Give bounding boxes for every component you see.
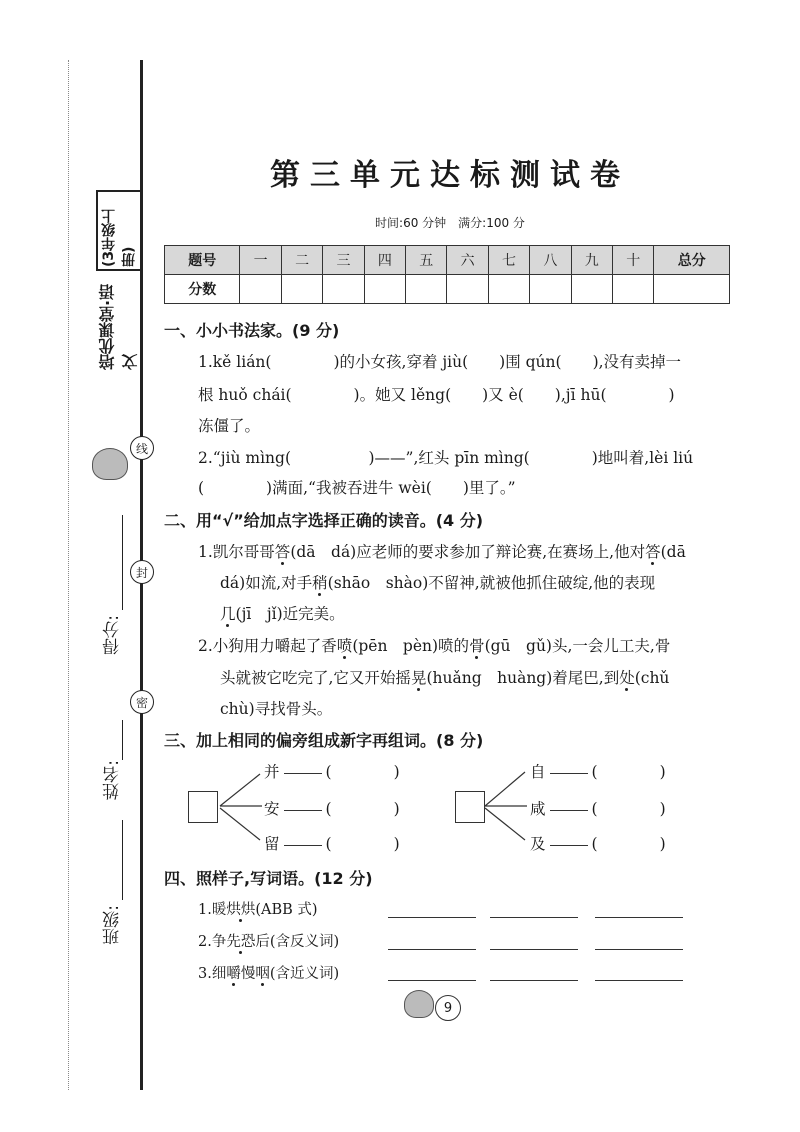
- s4-text: 1.暖: [198, 902, 227, 918]
- s2l1-b: (dā dá)应老师的要求参加了辩论赛,在赛场上,他对: [290, 543, 646, 561]
- dotted-char: 答: [645, 543, 661, 561]
- score-input[interactable]: [281, 275, 322, 304]
- score-table: [164, 245, 730, 304]
- char-an: 安: [264, 800, 280, 818]
- cell-q9: 九: [571, 246, 612, 275]
- radical-row: [530, 832, 666, 854]
- cell-q2: 二: [281, 246, 322, 275]
- radical-row: [264, 797, 400, 819]
- s1-line5: ( )满面,“我被吞进牛 wèi( )里了。”: [198, 479, 516, 497]
- score-input[interactable]: [530, 275, 571, 304]
- s4-text: 3.细: [198, 966, 227, 982]
- answer-line[interactable]: [388, 949, 476, 950]
- s4-hint: (含反义词): [269, 934, 340, 950]
- answer-paren[interactable]: ( ): [591, 763, 666, 781]
- s4-text: 慢: [240, 966, 256, 982]
- answer-line[interactable]: [595, 917, 683, 918]
- cell-q1: 一: [240, 246, 281, 275]
- s4-item1: [198, 898, 318, 919]
- radical-box-left[interactable]: [188, 791, 218, 823]
- section1-heading: 一、小小书法家。(9 分): [164, 321, 340, 340]
- section2-heading: 二、用“√”给加点字选择正确的读音。(4 分): [164, 511, 484, 530]
- answer-line[interactable]: [595, 949, 683, 950]
- s4-text: 2.: [198, 934, 212, 950]
- dotted-char: 喷: [336, 637, 353, 655]
- answer-blank[interactable]: [550, 772, 588, 774]
- dotted-char: 争先恐后: [211, 934, 270, 950]
- dotted-char: 答: [274, 543, 291, 561]
- s2l1-c: (dā: [660, 543, 686, 561]
- dotted-char: 烘烘: [226, 902, 256, 918]
- s2-line3: [220, 602, 345, 624]
- footer-mascot-icon: [404, 990, 434, 1018]
- answer-blank[interactable]: [284, 772, 322, 774]
- dotted-char: 处: [619, 669, 635, 687]
- cell-q8: 八: [530, 246, 571, 275]
- answer-paren[interactable]: ( ): [591, 835, 666, 853]
- dotted-char: 咽: [255, 966, 270, 982]
- s2l2-b: (shāo shào)不留神,就被他抓住破绽,他的表现: [327, 574, 656, 592]
- name-label: 姓名:: [103, 760, 123, 800]
- answer-blank[interactable]: [284, 809, 322, 811]
- s4-item2: [198, 930, 339, 951]
- s1-line2: 根 huǒ chái( )。她又 lěng( )又 è( ),jī hū( ): [198, 386, 675, 404]
- dotted-char: 骨: [469, 637, 485, 655]
- score-input[interactable]: [447, 275, 488, 304]
- page-number: 9: [435, 995, 461, 1021]
- exam-time-info: 时间:60 分钟 满分:100 分: [375, 216, 525, 230]
- dotted-char: 晃: [410, 669, 427, 687]
- score-line: [122, 515, 123, 610]
- page-title: 第三单元达标测试卷: [270, 158, 630, 193]
- char-xian: 咸: [530, 800, 546, 818]
- answer-blank[interactable]: [550, 809, 588, 811]
- score-header-row: [165, 246, 730, 275]
- answer-blank[interactable]: [284, 844, 322, 846]
- char-ji: 及: [530, 835, 546, 853]
- score-input[interactable]: [571, 275, 612, 304]
- book-label: [96, 190, 142, 370]
- s2l3-b: (jī jǐ)近完美。: [235, 605, 345, 623]
- cell-q7: 七: [488, 246, 529, 275]
- cell-q3: 三: [323, 246, 364, 275]
- book-grade-label: (3年级上册): [96, 190, 142, 271]
- s1-line3: 冻僵了。: [198, 417, 261, 435]
- s4-hint: (含近义词): [269, 966, 340, 982]
- section3-heading: 三、加上相同的偏旁组成新字再组词。(8 分): [164, 731, 484, 750]
- score-input[interactable]: [613, 275, 654, 304]
- radical-box-right[interactable]: [455, 791, 485, 823]
- score-input[interactable]: [406, 275, 447, 304]
- cell-q10: 十: [613, 246, 654, 275]
- radical-row: [530, 760, 666, 782]
- s1-line1: 1.kě lián( )的小女孩,穿着 jiù( )围 qún( ),没有卖掉一: [198, 353, 682, 371]
- answer-line[interactable]: [490, 980, 578, 981]
- cell-total: 总分: [654, 246, 730, 275]
- s2l5-a: 头就被它吃完了,它又开始摇: [220, 669, 411, 687]
- s2l5-c: (chǔ: [634, 669, 670, 687]
- score-input[interactable]: [654, 275, 730, 304]
- score-value-row: [165, 275, 730, 304]
- char-bing: 并: [264, 763, 280, 781]
- score-input[interactable]: [240, 275, 281, 304]
- seal-xian: 线: [130, 436, 154, 460]
- answer-paren[interactable]: ( ): [325, 763, 400, 781]
- s4-item3: [198, 962, 339, 983]
- radical-row: [264, 832, 400, 854]
- score-label: 得分:: [103, 615, 123, 655]
- cut-dotted-line: [68, 60, 69, 1090]
- section4-heading: 四、照样子,写词语。(12 分): [164, 869, 373, 888]
- s2l4-c: (gū gǔ)头,一会儿工夫,骨: [484, 637, 671, 655]
- s2l4-a: 2.小狗用力嚼起了香: [198, 637, 337, 655]
- answer-paren[interactable]: ( ): [325, 835, 400, 853]
- char-zi: 自: [530, 763, 546, 781]
- char-liu: 留: [264, 835, 280, 853]
- score-input[interactable]: [488, 275, 529, 304]
- s2-line1: [198, 540, 686, 562]
- s2-line6: chù)寻找骨头。: [220, 700, 333, 718]
- seal-feng: 封: [130, 560, 154, 584]
- answer-blank[interactable]: [550, 844, 588, 846]
- score-input[interactable]: [364, 275, 405, 304]
- s2l2-a: dá)如流,对手: [220, 574, 313, 592]
- s2-line2: [220, 571, 655, 593]
- cell-q5: 五: [406, 246, 447, 275]
- s2l1-a: 1.凯尔哥哥: [198, 543, 275, 561]
- cell-fenshu: 分数: [165, 275, 240, 304]
- cell-q6: 六: [447, 246, 488, 275]
- s2-line5: [220, 666, 669, 688]
- dotted-char: 嚼: [226, 966, 241, 982]
- answer-line[interactable]: [490, 949, 578, 950]
- cell-tihao: 题号: [165, 246, 240, 275]
- s2-line4: [198, 634, 670, 656]
- mascot-icon: [92, 448, 128, 480]
- s2l4-b: (pēn pèn)喷的: [352, 637, 470, 655]
- radical-row: [530, 797, 666, 819]
- answer-line[interactable]: [388, 980, 476, 981]
- answer-paren[interactable]: ( ): [325, 800, 400, 818]
- name-line: [122, 720, 123, 760]
- answer-line[interactable]: [490, 917, 578, 918]
- book-series-label: 培优课堂·语文: [98, 283, 140, 370]
- cell-q4: 四: [364, 246, 405, 275]
- dotted-char: 几: [220, 605, 236, 623]
- s1-line4: 2.“jiù mìng( )——”,红头 pīn mìng( )地叫着,lèi liú: [198, 449, 694, 467]
- score-input[interactable]: [323, 275, 364, 304]
- class-line: [122, 820, 123, 900]
- answer-line[interactable]: [595, 980, 683, 981]
- dotted-char: 稍: [312, 574, 328, 592]
- s4-hint: (ABB 式): [255, 902, 318, 918]
- s2l5-b: (huǎng huàng)着尾巴,到: [426, 669, 620, 687]
- class-label: 班级:: [103, 905, 123, 945]
- seal-mi: 密: [130, 690, 154, 714]
- radical-row: [264, 760, 400, 782]
- answer-paren[interactable]: ( ): [591, 800, 666, 818]
- answer-line[interactable]: [388, 917, 476, 918]
